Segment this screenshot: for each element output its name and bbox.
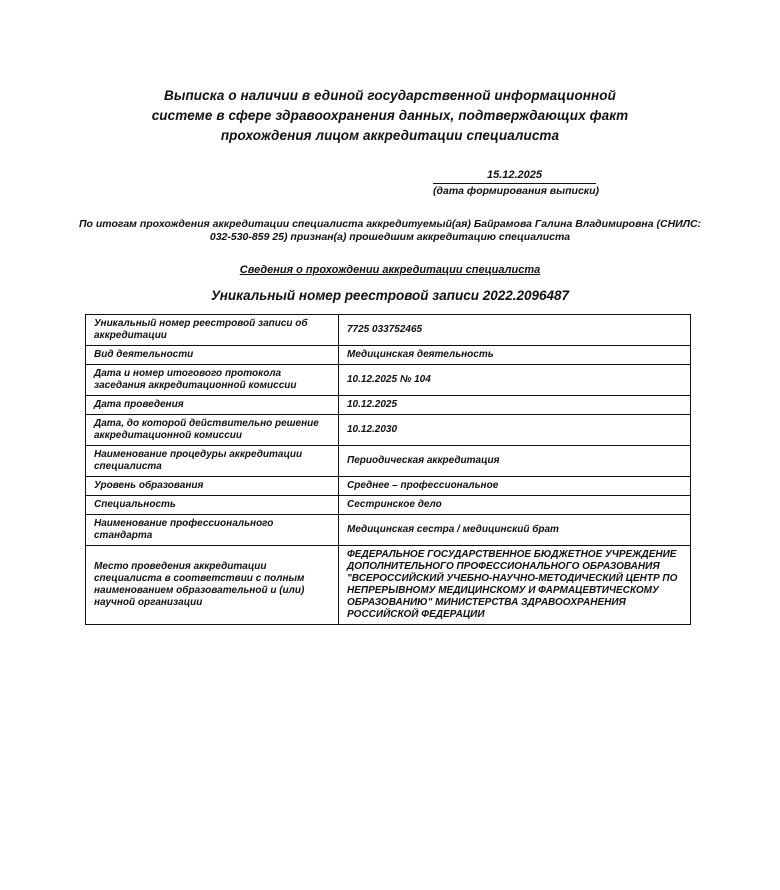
document-title-line: прохождения лицом аккредитации специалиста <box>220 128 560 143</box>
intro-paragraph: По итогам прохождения аккредитации специалиста аккредитуемый(ая) Байрамова Галина Владимировна (СНИЛС: 032-530-859 25) признан(а) прошедшим аккредитацию специалиста <box>78 218 702 243</box>
row-label: Специальность <box>86 496 339 515</box>
table-row <box>86 496 691 515</box>
row-label: Уровень образования <box>86 477 339 496</box>
document-title-line: Выписка о наличии в единой государственной информационной <box>163 88 616 103</box>
table-row <box>86 515 691 546</box>
table-row <box>86 365 691 396</box>
table-row <box>86 315 691 346</box>
row-label: Место проведения аккредитации специалиста в соответствии с полным наименованием образовательной и (или) научной организации <box>86 546 339 625</box>
section-heading: Сведения о прохождении аккредитации специалиста <box>239 264 541 276</box>
formation-date-caption: (дата формирования выписки) <box>433 185 600 197</box>
document-title-line: системе в сфере здравоохранения данных, подтверждающих факт <box>151 108 629 123</box>
row-value: 10.12.2030 <box>339 415 691 446</box>
registry-number-heading: Уникальный номер реестровой записи 2022.2096487 <box>210 288 570 303</box>
table-row <box>86 396 691 415</box>
row-value: 10.12.2025 № 104 <box>339 365 691 396</box>
accreditation-table <box>85 314 691 625</box>
row-label: Наименование процедуры аккредитации специалиста <box>86 446 339 477</box>
table-row <box>86 415 691 446</box>
row-value: Медицинская деятельность <box>339 346 691 365</box>
table-row <box>86 346 691 365</box>
row-value: Сестринское дело <box>339 496 691 515</box>
row-label: Дата проведения <box>86 396 339 415</box>
row-value: Периодическая аккредитация <box>339 446 691 477</box>
table-row <box>86 477 691 496</box>
row-value: ФЕДЕРАЛЬНОЕ ГОСУДАРСТВЕННОЕ БЮДЖЕТНОЕ УЧРЕЖДЕНИЕ ДОПОЛНИТЕЛЬНОГО ПРОФЕССИОНАЛЬНОГО ОБРАЗОВАНИЯ "ВСЕРОССИЙСКИЙ УЧЕБНО-НАУЧНО-МЕТОДИЧЕСКИЙ ЦЕНТР ПО НЕПРЕРЫВНОМУ МЕДИЦИНСКОМУ И ФАРМАЦЕВТИЧЕСКОМУ ОБРАЗОВАНИЮ" МИНИСТЕРСТВА ЗДРАВООХРАНЕНИЯ РОССИЙСКОЙ ФЕДЕРАЦИИ <box>339 546 691 625</box>
row-value: 10.12.2025 <box>339 396 691 415</box>
formation-date-block <box>433 169 600 197</box>
document-title <box>0 86 780 146</box>
table-row <box>86 546 691 625</box>
table-row <box>86 446 691 477</box>
row-label: Уникальный номер реестровой записи об аккредитации <box>86 315 339 346</box>
row-label: Дата и номер итогового протокола заседания аккредитационной комиссии <box>86 365 339 396</box>
row-value: Медицинская сестра / медицинский брат <box>339 515 691 546</box>
row-value: 7725 033752465 <box>339 315 691 346</box>
row-value: Среднее – профессиональное <box>339 477 691 496</box>
formation-date-value: 15.12.2025 <box>433 169 596 184</box>
row-label: Наименование профессионального стандарта <box>86 515 339 546</box>
row-label: Дата, до которой действительно решение аккредитационной комиссии <box>86 415 339 446</box>
row-label: Вид деятельности <box>86 346 339 365</box>
